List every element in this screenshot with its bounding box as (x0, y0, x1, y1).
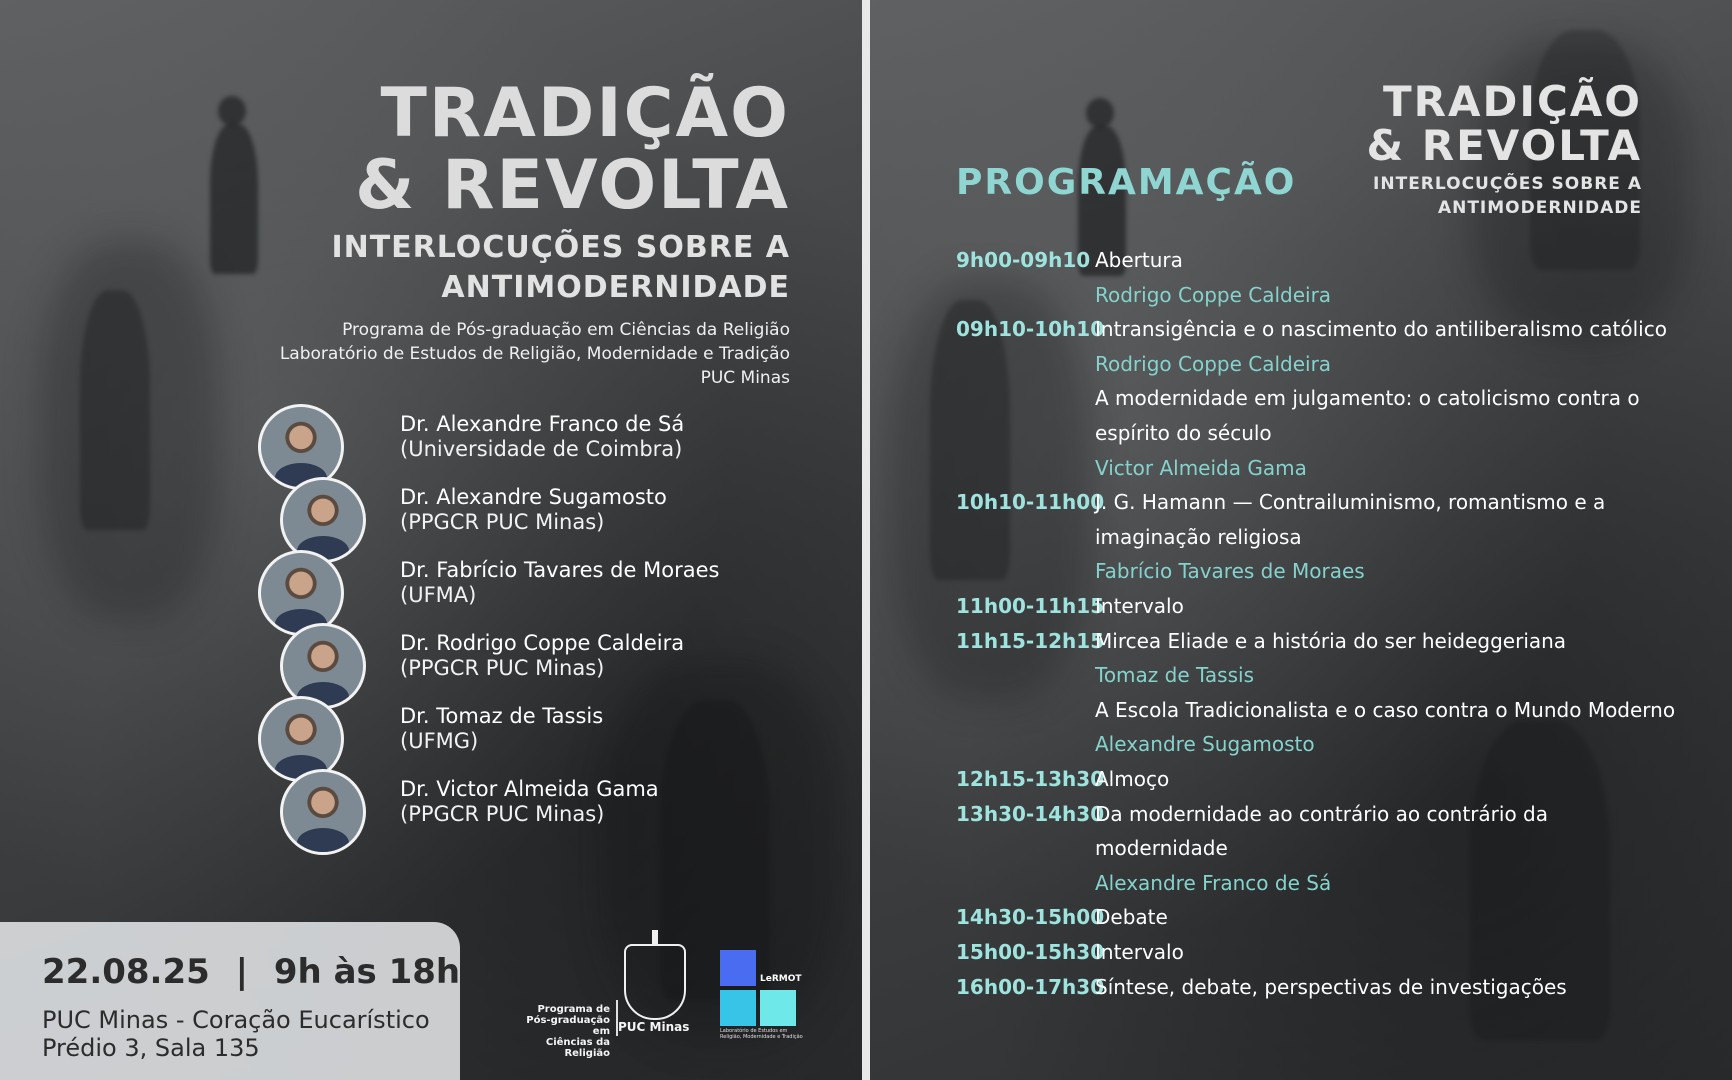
schedule-speaker-row (956, 559, 1726, 593)
speaker-name: Dr. Alexandre Franco de Sá (400, 412, 685, 436)
schedule-title: A Escola Tradicionalista e o caso contra o Mundo Moderno (1095, 697, 1676, 722)
date-time (42, 952, 460, 992)
event-time: 9h às 18h (273, 952, 461, 992)
speaker-institution: (UFMG) (400, 729, 479, 753)
schedule-speaker: Rodrigo Coppe Caldeira (1095, 351, 1332, 376)
speaker-name: Dr. Tomaz de Tassis (400, 704, 604, 728)
speaker-name: Dr. Alexandre Sugamosto (400, 485, 667, 509)
schedule-row (956, 905, 1726, 939)
schedule-title: J. G. Hamann — Contrailuminismo, romantismo e a (1095, 490, 1606, 515)
schedule-row (956, 317, 1726, 351)
speaker-institution: (Universidade de Coimbra) (400, 437, 683, 461)
schedule-time: 13h30-14h30 (956, 801, 1105, 826)
schedule-row (956, 767, 1726, 801)
schedule-title: Intervalo (1095, 594, 1184, 618)
puc-crest-icon (624, 944, 686, 1020)
separator: | (235, 952, 249, 992)
schedule-speaker: Alexandre Sugamosto (1095, 732, 1315, 757)
schedule-title: Mircea Eliade e a história do ser heideggeriana (1095, 628, 1567, 653)
schedule-title: Da modernidade ao contrário ao contrário da (1095, 801, 1548, 826)
event-subtitle: INTERLOCUÇÕES SOBRE A ANTIMODERNIDADE (331, 230, 790, 305)
schedule-speaker: Rodrigo Coppe Caldeira (1095, 282, 1332, 307)
schedule-time: 14h30-15h00 (956, 905, 1105, 930)
schedule-row (956, 490, 1726, 524)
schedule-time: 09h10-10h10 (956, 317, 1105, 342)
program-subtitle: INTERLOCUÇÕES SOBRE A ANTIMODERNIDADE (1373, 174, 1642, 218)
schedule-row (956, 421, 1726, 455)
lermot-square (720, 950, 756, 986)
lermot-label: LeRMOT (760, 974, 802, 984)
schedule-speaker: Tomaz de Tassis (1095, 663, 1254, 688)
lermot-caption: Laboratório de Estudos em Religião, Modernidade e Tradição (720, 1028, 803, 1040)
schedule-row (956, 629, 1726, 663)
speaker-item (258, 777, 838, 850)
schedule-row (956, 802, 1726, 836)
speaker-item (258, 704, 838, 777)
speaker-item (258, 412, 838, 485)
schedule-title: imaginação religiosa (1095, 524, 1302, 549)
location-line: Prédio 3, Sala 135 (42, 1034, 260, 1062)
schedule-speaker-row (956, 352, 1726, 386)
speaker-institution: (PPGCR PUC Minas) (400, 510, 605, 534)
schedule-row (956, 248, 1726, 282)
puc-logo-text: PUC Minas (618, 1020, 690, 1034)
ppgcr-logo: Programa de Pós-graduação em Ciências da Religião (526, 1004, 610, 1059)
schedule-title: modernidade (1095, 836, 1228, 861)
schedule-title: Síntese, debate, perspectivas de investigações (1095, 974, 1567, 999)
schedule-time: 10h10-11h00 (956, 490, 1105, 515)
schedule-title: espírito do século (1095, 421, 1272, 445)
organizer-line: PUC Minas (700, 368, 790, 388)
speaker-institution: (UFMA) (400, 583, 477, 607)
schedule-speaker: Alexandre Franco de Sá (1095, 870, 1332, 895)
speaker-institution: (PPGCR PUC Minas) (400, 802, 605, 826)
schedule-time: 12h15-13h30 (956, 767, 1105, 791)
avatar (280, 769, 366, 855)
poster-left (0, 0, 862, 1080)
schedule-row (956, 836, 1726, 870)
speaker-item (258, 558, 838, 631)
speaker-name: Dr. Fabrício Tavares de Moraes (400, 558, 720, 582)
schedule-speaker-row (956, 871, 1726, 905)
schedule-row (956, 940, 1726, 974)
program-title: TRADIÇÃO & REVOLTA (1366, 77, 1642, 170)
schedule-speaker-row (956, 456, 1726, 490)
schedule-title: Intervalo (1095, 940, 1184, 964)
schedule-title: Almoço (1095, 767, 1170, 791)
program-heading: PROGRAMAÇÃO (956, 162, 1297, 203)
poster-right (870, 0, 1732, 1080)
schedule-speaker-row (956, 283, 1726, 317)
schedule-speaker: Fabrício Tavares de Moraes (1095, 559, 1365, 584)
schedule-time: 16h00-17h30 (956, 974, 1105, 999)
schedule-title: Intransigência e o nascimento do antiliberalismo católico (1095, 317, 1667, 342)
schedule-time: 9h00-09h10 (956, 248, 1091, 272)
schedule-row (956, 386, 1726, 420)
location-line: PUC Minas - Coração Eucarístico (42, 1006, 430, 1034)
schedule-row (956, 698, 1726, 732)
lermot-square (720, 990, 756, 1026)
schedule-speaker: Victor Almeida Gama (1095, 455, 1307, 480)
schedule-row (956, 525, 1726, 559)
divider (862, 0, 870, 1080)
schedule-row (956, 975, 1726, 1009)
schedule-title: A modernidade em julgamento: o catolicismo contra o (1095, 386, 1640, 411)
schedule-title: Abertura (1095, 248, 1183, 272)
schedule-speaker-row (956, 663, 1726, 697)
organizer-line: Programa de Pós-graduação em Ciências da Religião (342, 320, 790, 340)
schedule-title: Debate (1095, 905, 1168, 930)
lermot-logo-icon (720, 950, 798, 1028)
event-date: 22.08.25 (42, 952, 210, 992)
speaker-item (258, 485, 838, 558)
schedule-time: 11h15-12h15 (956, 628, 1105, 653)
speaker-name: Dr. Rodrigo Coppe Caldeira (400, 631, 685, 655)
event-info-box (0, 922, 460, 1080)
speaker-institution: (PPGCR PUC Minas) (400, 656, 605, 680)
schedule-time: 11h00-11h15 (956, 594, 1105, 618)
event-title: TRADIÇÃO & REVOLTA (355, 74, 790, 225)
schedule-speaker-row (956, 732, 1726, 766)
organizers (280, 318, 790, 390)
schedule-time: 15h00-15h30 (956, 940, 1105, 964)
speaker-item (258, 631, 838, 704)
speaker-name: Dr. Victor Almeida Gama (400, 777, 659, 801)
organizer-line: Laboratório de Estudos de Religião, Modernidade e Tradição (279, 344, 790, 364)
schedule-row (956, 594, 1726, 628)
lermot-square (760, 990, 796, 1026)
